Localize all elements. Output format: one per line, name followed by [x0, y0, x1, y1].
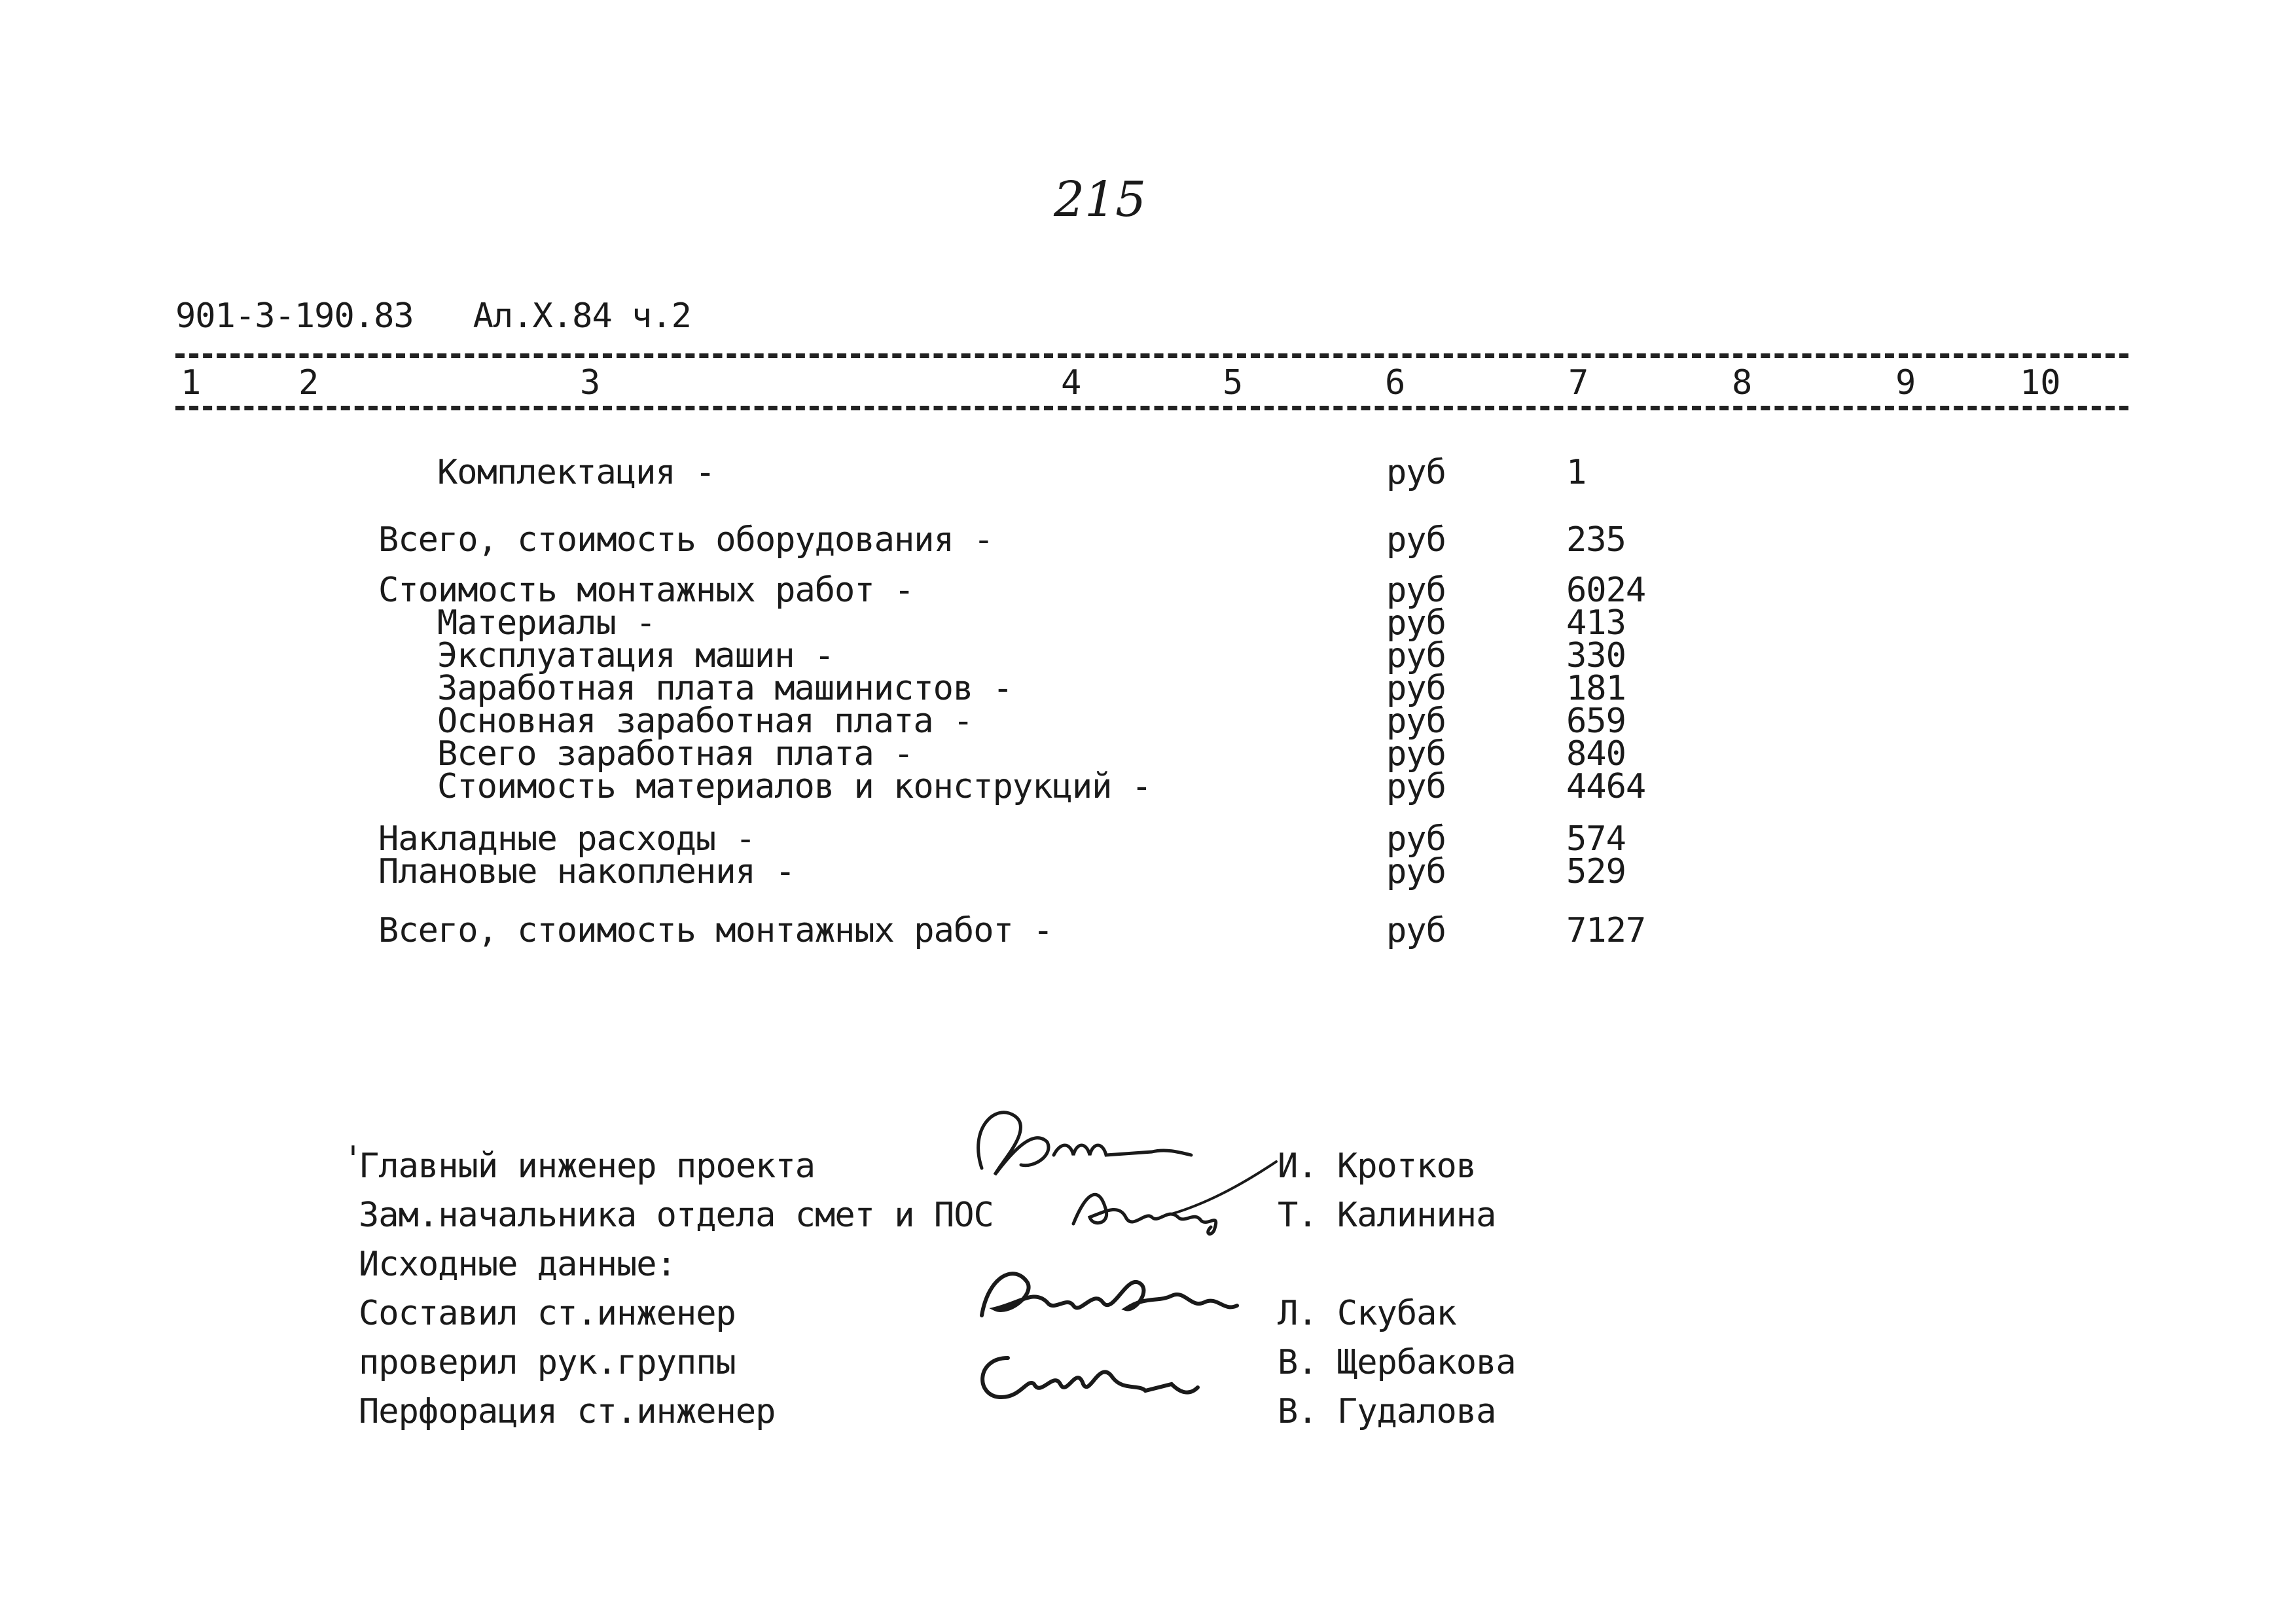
row-value: 840 [1566, 734, 1626, 774]
row-label: Комплектация - [437, 453, 715, 492]
page-number: 215 [1054, 171, 1147, 228]
row-value: 529 [1566, 852, 1626, 891]
row-unit: руб [1386, 520, 1446, 560]
row-value: 181 [1566, 669, 1626, 708]
row-value: 574 [1566, 819, 1626, 859]
row-label: Стоимость материалов и конструкций - [437, 767, 1152, 806]
row-value: 413 [1566, 603, 1626, 643]
row-unit: руб [1386, 669, 1446, 708]
column-number-3: 3 [576, 363, 604, 402]
deputy-name: Т. Калинина [1278, 1196, 1496, 1235]
perforation-name: В. Гудалова [1278, 1392, 1496, 1431]
column-number-5: 5 [1219, 363, 1247, 402]
row-label: Эксплуатация машин - [437, 636, 834, 675]
row-unit: руб [1386, 453, 1446, 492]
row-label: Стоимость монтажных работ - [378, 571, 914, 610]
row-unit: руб [1386, 911, 1446, 950]
row-label: Плановые накопления - [378, 852, 795, 891]
deputy-signature [1060, 1171, 1257, 1243]
compiled-name: Л. Скубак [1278, 1294, 1456, 1333]
row-label: Всего заработная плата - [437, 734, 914, 774]
column-number-6: 6 [1381, 363, 1409, 402]
row-unit: руб [1386, 819, 1446, 859]
column-number-9: 9 [1892, 363, 1920, 402]
perforation-role: Перфорация ст.инженер [359, 1392, 776, 1431]
column-number-7: 7 [1564, 363, 1592, 402]
chief-engineer-role: Главный инженер проекта [359, 1147, 816, 1186]
row-value: 6024 [1566, 571, 1646, 610]
row-label: Основная заработная плата - [437, 702, 973, 741]
checked-signature [962, 1332, 1237, 1417]
deputy-role: Зам.начальника отдела смет и ПОС [359, 1196, 994, 1235]
row-value: 4464 [1566, 767, 1646, 806]
column-number-10: 10 [2016, 363, 2065, 402]
row-label: Материалы - [437, 603, 656, 643]
source-data-label: Исходные данные: [359, 1245, 676, 1284]
compiled-signature [962, 1250, 1263, 1335]
compiled-role: Составил ст.инженер [359, 1294, 736, 1333]
document-code: 901-3-190.83 Ал.Х.84 ч.2 [175, 296, 691, 336]
row-label: Всего, стоимость монтажных работ - [378, 911, 1053, 950]
row-unit: руб [1386, 702, 1446, 741]
row-unit: руб [1386, 852, 1446, 891]
column-number-1: 1 [177, 363, 205, 402]
row-value: 7127 [1566, 911, 1646, 950]
row-unit: руб [1386, 636, 1446, 675]
column-number-4: 4 [1057, 363, 1085, 402]
row-value: 330 [1566, 636, 1626, 675]
chief-engineer-name: И. Кротков [1278, 1147, 1477, 1186]
row-value: 1 [1566, 453, 1587, 492]
row-value: 659 [1566, 702, 1626, 741]
dashed-rule-top [175, 353, 2128, 358]
checked-name: В. Щербакова [1278, 1343, 1516, 1382]
row-unit: руб [1386, 767, 1446, 806]
dashed-rule-bottom [175, 406, 2128, 410]
handwritten-tick: ' [348, 1139, 358, 1180]
row-unit: руб [1386, 734, 1446, 774]
row-label: Заработная плата машинистов - [437, 669, 1013, 708]
column-number-8: 8 [1728, 363, 1756, 402]
row-unit: руб [1386, 603, 1446, 643]
row-label: Всего, стоимость оборудования - [378, 520, 994, 560]
column-number-2: 2 [295, 363, 323, 402]
row-label: Накладные расходы - [378, 819, 755, 859]
checked-role: проверил рук.группы [359, 1343, 736, 1382]
row-value: 235 [1566, 520, 1626, 560]
row-unit: руб [1386, 571, 1446, 610]
